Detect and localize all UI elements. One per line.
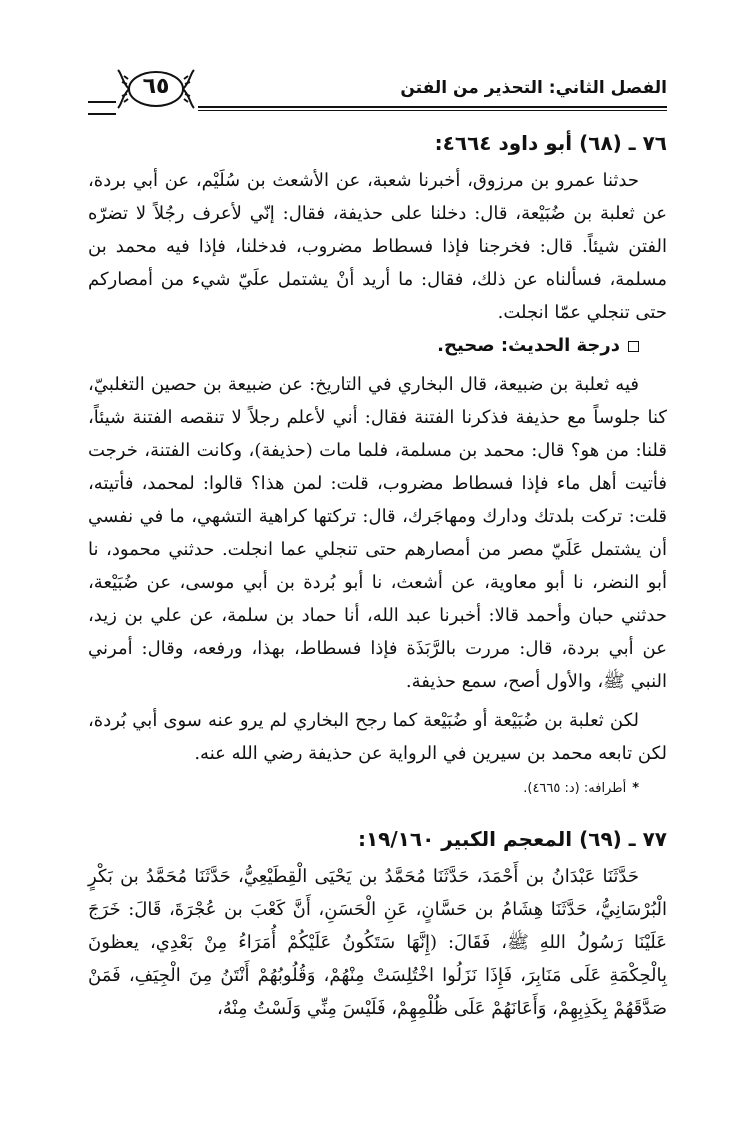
page-content (88, 128, 667, 1025)
hadith-grade-label: درجة الحديث: صحيح. (437, 335, 620, 356)
hadith-text: حَدَّثَنَا عَبْدَانُ بن أَحْمَدَ، حَدَّثَنَا مُحَمَّدُ بن يَحْيَى الْقِطَيْعِيُّ، حَدَّثَنَا مُحَمَّدُ بن بَكْرٍ الْبُرْسَانِيُّ، حَدَّثَنَا هِشَامُ بن حَسَّانٍ، عَنِ الْحَسَنِ، أَنَّ كَعْبَ بن عُجْرَةَ، قَالَ: خَرَجَ عَلَيْنَا رَسُولُ اللهِ ﷺ، فَقَالَ: (إِنَّهَا سَتَكُونُ عَلَيْكُمْ أُمَرَاءُ مِنْ بَعْدِي، يعظونَ بِالْحِكْمَةِ عَلَى مَنَابِرَ، فَإِذَا نَزَلُوا اخْتُلِسَتْ مِنْهُمْ، وَقُلُوبُهُمْ أَنْتَنُ مِنَ الْجِيَفِ، فَمَنْ صَدَّقَهُمْ بِكَذِبِهِمْ، وَأَعَانَهُمْ عَلَى ظُلْمِهِمْ، فَلَيْسَ مِنِّي وَلَسْتُ مِنْهُ، (88, 866, 667, 1019)
header-rule-left (88, 101, 116, 115)
hadith-heading: ٧٦ ـ (٦٨) أبو داود ٤٦٦٤: (434, 131, 667, 155)
hadith-atraf (88, 776, 667, 802)
page-header (88, 56, 667, 116)
hadith-note: لكن ثعلبة بن ضُبَيْعة أو ضُبَيْعة كما رجح البخاري لم يرو عنه سوى أبي بُردة، لكن تابعه محمد بن سيرين في الرواية عن حذيفة رضي الله عنه. (88, 710, 667, 764)
square-bullet-icon (628, 341, 639, 352)
section-spacer (88, 802, 667, 824)
hadith-heading: ٧٧ ـ (٦٩) المعجم الكبير ١٩/١٦٠: (357, 827, 667, 851)
hadith-grade (88, 329, 667, 362)
chapter-title: الفصل الثاني: التحذير من الفتن (400, 78, 667, 98)
page-number: ٦٥ (142, 74, 170, 99)
hadith-text: حدثنا عمرو بن مرزوق، أخبرنا شعبة، عن الأشعث بن سُلَيْم، عن أبي بردة، عن ثعلبة بن ضُبَيْعة، قال: دخلنا على حذيفة، فقال: إنّي لأعرف رجُلاً لا تضرّه الفتن شيئاً. قال: فخرجنا فإذا فسطاط مضروب، فدخلنا، فإذا فيه محمد بن مسلمة، فسألناه عن ذلك، فقال: ما أريد أنْ يشتمل علَيّ شيء من أمصاركم حتى تنجلي عمّا انجلت. (88, 170, 667, 323)
hadith-atraf-text: أطرافه: (د: ٤٦٦٥). (523, 781, 627, 796)
star-icon: * (632, 781, 639, 796)
header-rule (198, 106, 667, 111)
hadith-discussion: فيه ثعلبة بن ضبيعة، قال البخاري في التاريخ: عن ضبيعة بن حصين التغلبيّ، كنا جلوساً مع حذيفة فذكرنا الفتنة فقال: أني لأعلم رجلاً لا تنقصه الفتنة شيئاً، قلنا: من هو؟ قال: محمد بن مسلمة، فلما مات (حذيفة)، وكانت الفتنة، خرجت فأتيت أهل ماء فإذا فسطاط مضروب، قلت: لمن هذا؟ قالوا: لمحمد، فأتيته، قلت: تركت بلدتك ودارك ومهاجَرك، قال: تركتها كراهية التشهي، ما في نفسي أن يشتمل عَلَيّ مصر من أمصارهم حتى تنجلي عما انجلت. حدثني محمود، نا أبو النضر، نا أبو معاوية، عن أشعث، نا أبو بُردة بن أبي موسى، عن ضُبَيْعة، حدثني حبان وأحمد قالا: أخبرنا عبد الله، أنا حماد بن سلمة، عن علي بن زيد، عن أبي بردة، قال: مررت بالرَّبَذَة فإذا فسطاط، بهذا، ورفعه، وقال: أمرني النبي ﷺ، والأول أصح، سمع حذيفة. (88, 374, 667, 692)
